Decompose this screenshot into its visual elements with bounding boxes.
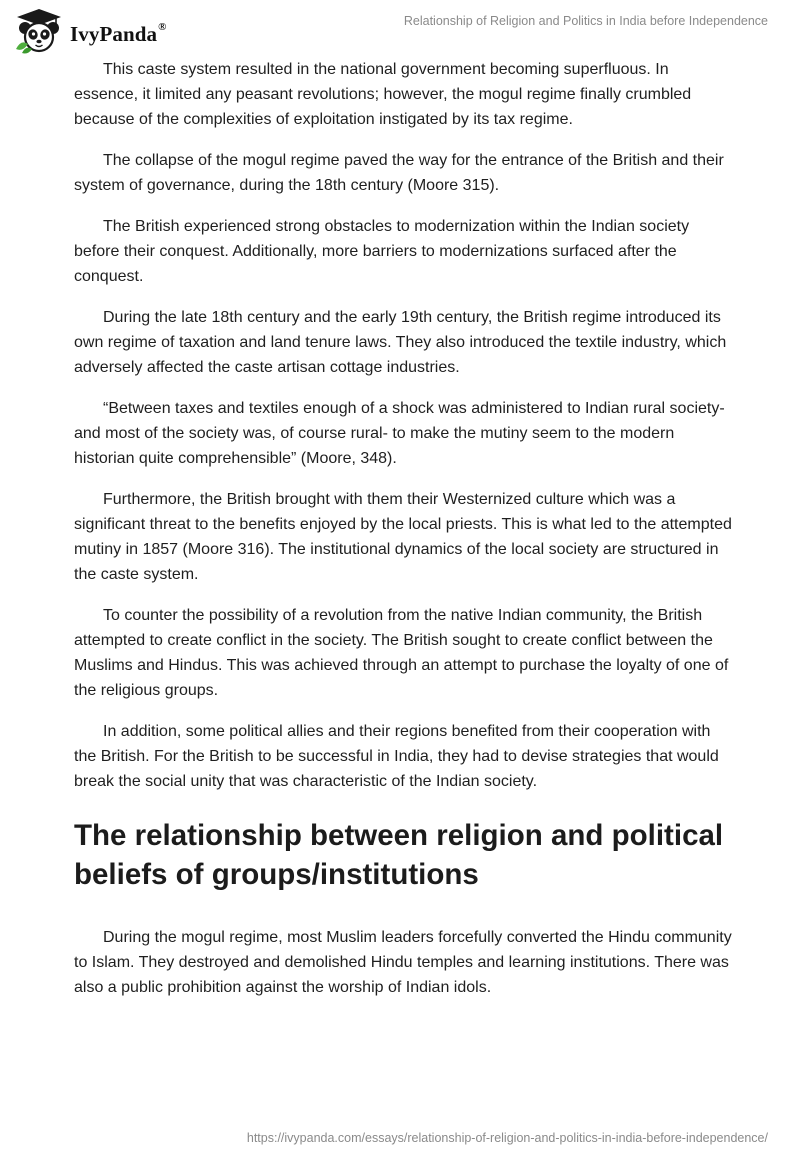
essay-paragraph: In addition, some political allies and their regions benefited from their cooperation with the British. For the British to be successful in India, they had to devise strategies that would break the social unity that was characteristic of the Indian society. xyxy=(74,723,719,790)
page-header xyxy=(0,0,800,60)
brand-name: IvyPanda® xyxy=(70,20,167,46)
panda-graduate-icon xyxy=(14,8,64,54)
source-url[interactable]: https://ivypanda.com/essays/relationship-of-religion-and-politics-in-india-before-independence/ xyxy=(246,1131,768,1145)
essay-paragraph: To counter the possibility of a revolution from the native Indian community, the British attempted to create conflict in the society. The British sought to create conflict between the Muslims and Hindus. This was achieved through an attempt to purchase the loyalty of one of the religious groups. xyxy=(74,607,729,699)
essay-paragraph: The collapse of the mogul regime paved the way for the entrance of the British and their system of governance, during the 18th century (Moore 315). xyxy=(74,152,724,194)
registered-mark: ® xyxy=(158,20,167,33)
document-title: Relationship of Religion and Politics in India before Independence xyxy=(403,14,768,28)
essay-paragraph: During the late 18th century and the early 19th century, the British regime introduced its own regime of taxation and land tenure laws. They also introduced the textile industry, which adversely affected the caste artisan cottage industries. xyxy=(74,309,727,376)
essay-paragraph: The British experienced strong obstacles to modernization within the Indian society before their conquest. Additionally, more barriers to modernizations surfaced after the conquest. xyxy=(74,218,690,285)
section-heading: The relationship between religion and political beliefs of groups/institutions xyxy=(74,819,724,891)
essay-quote-paragraph: “Between taxes and textiles enough of a shock was administered to Indian rural society- and most of the society was, of course rural- to make the mutiny seem to the modern historian quite comprehensible” (Moore, 348). xyxy=(74,400,725,467)
essay-paragraph: This caste system resulted in the national government becoming superfluous. In essence, it limited any peasant revolutions; however, the mogul regime finally crumbled because of the complexities of exploitation instigated by its tax regime. xyxy=(74,61,692,128)
essay-paragraph: Furthermore, the British brought with them their Westernized culture which was a significant threat to the benefits enjoyed by the local priests. This is what led to the attempted mutiny in 1857 (Moore 316). The institutional dynamics of the local society are structured in the caste system. xyxy=(74,491,732,583)
brand-logo[interactable] xyxy=(14,8,167,54)
essay-body xyxy=(74,57,734,1016)
essay-paragraph: During the mogul regime, most Muslim leaders forcefully converted the Hindu community to Islam. They destroyed and demolished Hindu temples and learning institutions. There was also a public prohibition against the worship of Indian idols. xyxy=(74,929,732,996)
